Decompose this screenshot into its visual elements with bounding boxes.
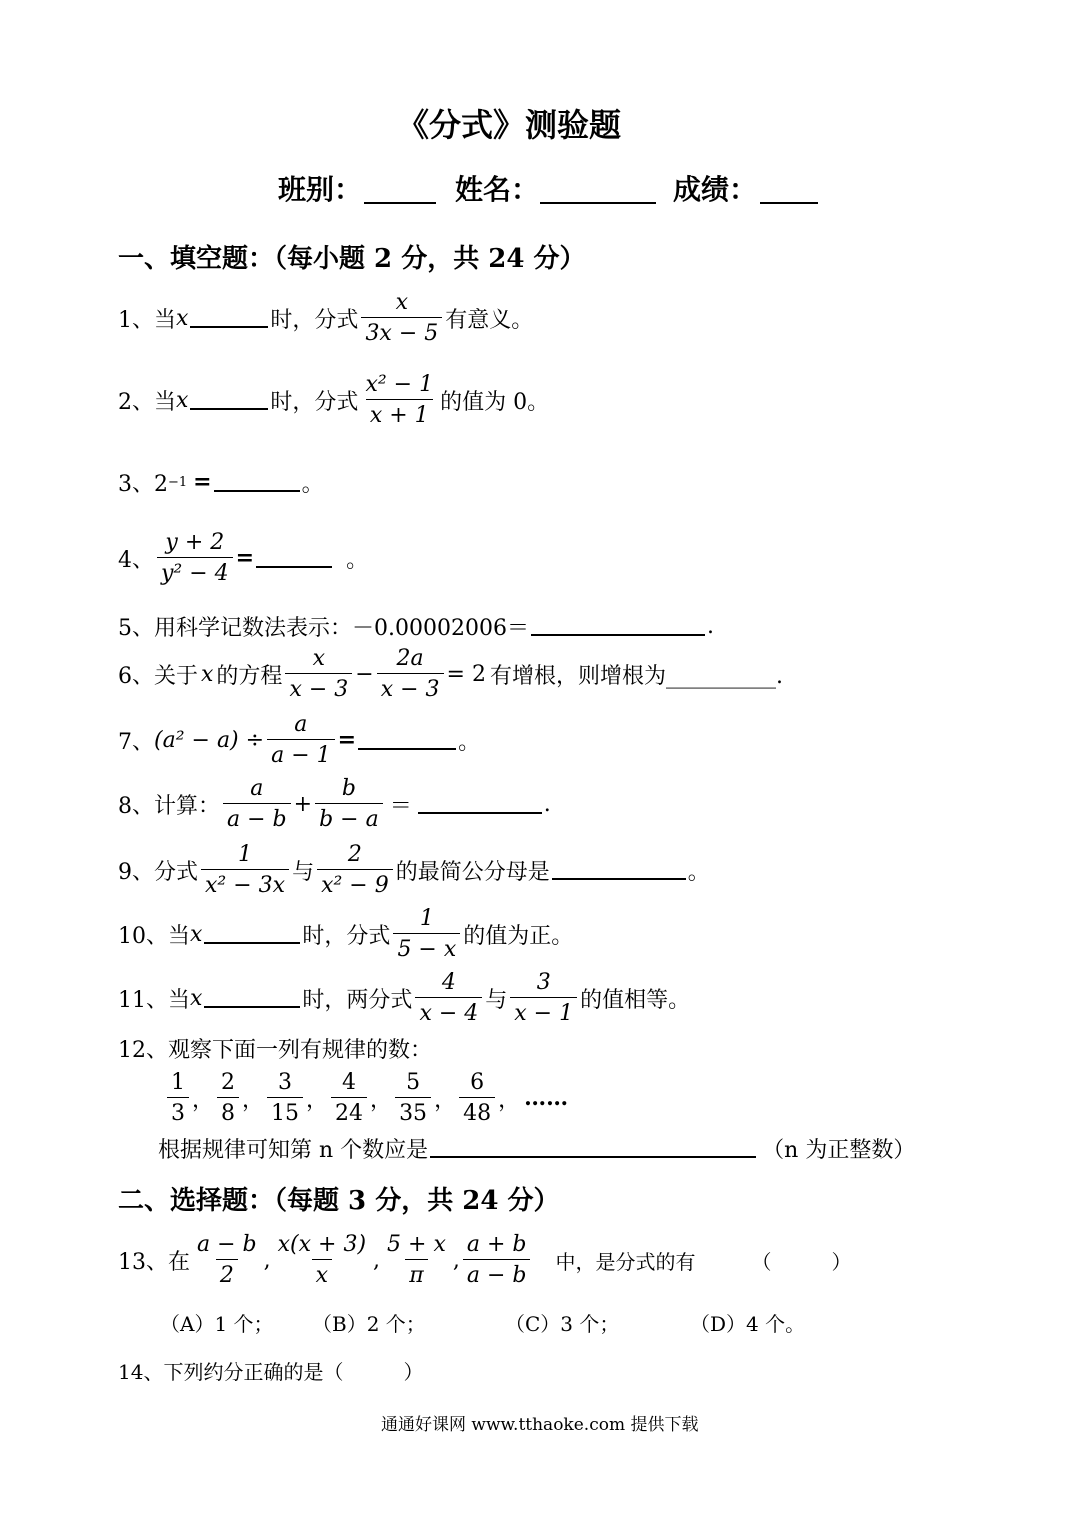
q1-text-post: 有意义。 bbox=[445, 307, 534, 333]
q13-fraction-3 bbox=[383, 1232, 450, 1288]
score-blank[interactable] bbox=[760, 170, 818, 204]
q9-numerator-1: 1 bbox=[238, 842, 253, 867]
q4-numerator: y + 2 bbox=[165, 530, 225, 555]
q6-fraction-2 bbox=[377, 646, 444, 702]
q1-text-mid: 时，分式 bbox=[270, 307, 359, 333]
q12-blank[interactable] bbox=[430, 1138, 756, 1158]
q7-expression: (a² − a) ÷ bbox=[154, 727, 265, 753]
q8-fraction-2 bbox=[315, 776, 383, 832]
q10-text-mid: 时，分式 bbox=[302, 923, 391, 949]
q6-operator: − bbox=[355, 661, 374, 687]
q11-text-and: 与 bbox=[485, 987, 508, 1013]
question-2 bbox=[118, 372, 549, 428]
q4-denominator: y² − 4 bbox=[157, 557, 233, 586]
q5-blank[interactable] bbox=[531, 616, 705, 636]
question-8 bbox=[118, 776, 551, 832]
q10-fraction bbox=[393, 906, 460, 962]
q9-text: 9、分式 bbox=[118, 859, 198, 885]
q12-ellipsis: …… bbox=[524, 1085, 569, 1111]
q2-text-mid: 时，分式 bbox=[270, 389, 359, 415]
q1-fraction bbox=[361, 290, 442, 346]
q12-note: （n 为正整数） bbox=[762, 1137, 916, 1163]
name-label: 姓名： bbox=[455, 173, 540, 206]
q12-fraction-6 bbox=[459, 1070, 495, 1126]
q7-numerator: a bbox=[294, 712, 308, 737]
q11-numerator-1: 4 bbox=[441, 970, 456, 995]
q12-denominator-1: 3 bbox=[167, 1097, 189, 1126]
q6-var: x bbox=[201, 661, 214, 687]
q3-text: 3、2 bbox=[118, 471, 168, 497]
question-11 bbox=[118, 970, 690, 1026]
q13-comma-2: , bbox=[373, 1247, 381, 1273]
q2-text-post: 的值为 0。 bbox=[440, 389, 550, 415]
question-7 bbox=[118, 712, 480, 768]
question-13 bbox=[118, 1230, 851, 1290]
q13-denominator-4: a − b bbox=[463, 1259, 531, 1288]
q13-numerator-4: a + b bbox=[466, 1232, 527, 1257]
q13-option-c[interactable]: （C）3 个； bbox=[505, 1312, 620, 1336]
q12-separator-1: ， bbox=[192, 1087, 215, 1113]
page-title: 《分式》测验题 bbox=[397, 106, 622, 144]
q11-blank[interactable] bbox=[204, 988, 300, 1008]
q6-text-mid: 的方程 bbox=[216, 663, 283, 689]
q11-text: 11、当 bbox=[118, 987, 190, 1013]
q6-denominator-1: x − 3 bbox=[285, 673, 352, 702]
q10-text-post: 的值为正。 bbox=[463, 923, 574, 949]
q2-numerator: x² − 1 bbox=[365, 372, 434, 397]
question-14: 14、下列约分正确的是（ ） bbox=[118, 1360, 424, 1384]
q11-var: x bbox=[190, 985, 203, 1011]
question-4 bbox=[118, 530, 368, 586]
q12-rule-text: 根据规律可知第 n 个数应是 bbox=[158, 1137, 429, 1163]
q3-equals: = bbox=[193, 469, 212, 495]
q6-rhs: = 2 bbox=[446, 661, 486, 687]
q8-blank[interactable] bbox=[418, 794, 542, 814]
q11-fraction-1 bbox=[415, 970, 482, 1026]
q3-blank[interactable] bbox=[214, 472, 300, 492]
q9-text-end: 。 bbox=[687, 859, 710, 885]
q12-denominator-5: 35 bbox=[395, 1097, 431, 1126]
q12-intro: 12、观察下面一列有规律的数： bbox=[118, 1038, 432, 1063]
q8-denominator-2: b − a bbox=[315, 803, 383, 832]
q5-text-post: . bbox=[706, 613, 714, 639]
question-3 bbox=[118, 468, 324, 496]
class-label: 班别： bbox=[278, 173, 363, 206]
q7-blank[interactable] bbox=[358, 730, 456, 750]
q13-text-post: 中，是分式的有 bbox=[555, 1249, 696, 1274]
q4-blank[interactable] bbox=[256, 548, 332, 568]
q1-var: x bbox=[176, 305, 189, 331]
q8-numerator-1: a bbox=[250, 776, 264, 801]
q9-denominator-1: x² − 3x bbox=[201, 869, 289, 898]
q13-numerator-1: a − b bbox=[197, 1232, 257, 1257]
q13-answer-paren[interactable]: （ ） bbox=[751, 1249, 852, 1274]
q9-text-post: 的最简公分母是 bbox=[395, 859, 550, 885]
q10-denominator: 5 − x bbox=[393, 933, 460, 962]
q12-fraction-2 bbox=[217, 1070, 239, 1126]
q13-text: 13、在 bbox=[118, 1249, 190, 1275]
q1-blank[interactable] bbox=[190, 308, 268, 328]
q4-fraction bbox=[157, 530, 233, 586]
q2-fraction bbox=[361, 372, 437, 428]
q12-fraction-5 bbox=[395, 1070, 431, 1126]
q7-text: 7、 bbox=[118, 729, 154, 755]
q12-numerator-5: 5 bbox=[406, 1070, 421, 1095]
q5-text: 5、用科学记数法表示：－0.00002006＝ bbox=[118, 615, 529, 641]
q1-denominator: 3x − 5 bbox=[361, 317, 442, 346]
q13-numerator-2: x(x + 3) bbox=[277, 1232, 367, 1257]
question-10 bbox=[118, 906, 573, 962]
question-6 bbox=[118, 646, 783, 702]
q9-blank[interactable] bbox=[552, 860, 686, 880]
q8-text: 8、计算： bbox=[118, 793, 220, 819]
q12-separator-3: ， bbox=[306, 1087, 329, 1113]
q11-denominator-2: x − 1 bbox=[510, 997, 577, 1026]
q9-fraction-1 bbox=[201, 842, 289, 898]
q6-numerator-2: 2a bbox=[396, 646, 424, 671]
q13-comma-3: , bbox=[452, 1247, 460, 1273]
q12-denominator-3: 15 bbox=[267, 1097, 303, 1126]
q11-numerator-2: 3 bbox=[536, 970, 551, 995]
q6-denominator-2: x − 3 bbox=[377, 673, 444, 702]
q13-option-a[interactable]: （A）1 个； bbox=[160, 1312, 274, 1336]
q7-denominator: a − 1 bbox=[267, 739, 335, 768]
q12-numerator-3: 3 bbox=[278, 1070, 293, 1095]
q4-text-post: 。 bbox=[346, 547, 369, 573]
q12-denominator-2: 8 bbox=[217, 1097, 239, 1126]
q12-denominator-4: 24 bbox=[331, 1097, 367, 1126]
q7-equals: = bbox=[337, 727, 357, 753]
q12-numerator-2: 2 bbox=[221, 1070, 236, 1095]
question-1 bbox=[118, 290, 533, 346]
q13-fraction-4 bbox=[463, 1232, 531, 1288]
name-blank[interactable] bbox=[540, 170, 656, 204]
section-2-heading: 二、选择题：（每题 3 分，共 24 分） bbox=[118, 1186, 560, 1216]
question-9 bbox=[118, 842, 710, 898]
q12-fraction-4 bbox=[331, 1070, 367, 1126]
q6-fraction-1 bbox=[285, 646, 352, 702]
q8-denominator-1: a − b bbox=[223, 803, 291, 832]
q8-text-post: . bbox=[543, 791, 551, 817]
page-footer: 通通好课网 www.tthaoke.com 提供下载 bbox=[381, 1415, 699, 1435]
q4-text: 4、 bbox=[118, 547, 154, 573]
q1-text: 1、当 bbox=[118, 307, 176, 333]
question-5 bbox=[118, 612, 714, 640]
q2-var: x bbox=[176, 387, 189, 413]
q11-text-mid: 时，两分式 bbox=[302, 987, 413, 1013]
q12-separator-2: ， bbox=[242, 1087, 265, 1113]
q13-denominator-1: 2 bbox=[216, 1259, 238, 1288]
q9-numerator-2: 2 bbox=[347, 842, 362, 867]
q4-equals: = bbox=[235, 545, 255, 571]
q2-denominator: x + 1 bbox=[366, 399, 433, 428]
q3-exponent: −1 bbox=[168, 474, 188, 490]
q7-text-post: 。 bbox=[458, 729, 481, 755]
q2-text: 2、当 bbox=[118, 389, 176, 415]
q10-text: 10、当 bbox=[118, 923, 190, 949]
q11-fraction-2 bbox=[510, 970, 577, 1026]
q13-numerator-3: 5 + x bbox=[387, 1232, 446, 1257]
q12-separator-5: ， bbox=[434, 1087, 457, 1113]
q10-numerator: 1 bbox=[419, 906, 434, 931]
q9-text-mid: 与 bbox=[292, 859, 315, 885]
q12-sequence bbox=[164, 1068, 568, 1128]
class-blank[interactable] bbox=[364, 170, 436, 204]
q13-denominator-2: x bbox=[312, 1259, 332, 1288]
q13-denominator-3: π bbox=[405, 1259, 427, 1288]
q6-text: 6、关于 bbox=[118, 663, 198, 689]
q8-numerator-2: b bbox=[341, 776, 356, 801]
q9-denominator-2: x² − 9 bbox=[317, 869, 393, 898]
q6-numerator-1: x bbox=[312, 646, 326, 671]
q12-fraction-3 bbox=[267, 1070, 303, 1126]
q12-rule bbox=[158, 1134, 915, 1162]
q3-text-post: 。 bbox=[301, 471, 324, 497]
q12-separator-4: ， bbox=[370, 1087, 393, 1113]
q1-numerator: x bbox=[395, 290, 409, 315]
q13-option-d[interactable]: （D）4 个。 bbox=[690, 1312, 806, 1336]
section-1-heading: 一、填空题：（每小题 2 分，共 24 分） bbox=[118, 244, 586, 274]
q8-equals: ＝ bbox=[389, 793, 412, 819]
q13-fraction-1 bbox=[193, 1232, 261, 1288]
q11-denominator-1: x − 4 bbox=[415, 997, 482, 1026]
q12-numerator-6: 6 bbox=[470, 1070, 485, 1095]
q12-numerator-4: 4 bbox=[342, 1070, 357, 1095]
q8-operator: + bbox=[293, 791, 313, 817]
q13-option-b[interactable]: （B）2 个； bbox=[312, 1312, 426, 1336]
q12-separator-6: ， bbox=[498, 1087, 521, 1113]
q9-fraction-2 bbox=[317, 842, 393, 898]
q10-var: x bbox=[190, 921, 203, 947]
q12-fraction-1 bbox=[167, 1070, 189, 1126]
q12-numerator-1: 1 bbox=[171, 1070, 185, 1095]
q11-text-post: 的值相等。 bbox=[580, 987, 691, 1013]
q7-fraction bbox=[267, 712, 335, 768]
q10-blank[interactable] bbox=[204, 924, 300, 944]
q8-fraction-1 bbox=[223, 776, 291, 832]
q13-fraction-2 bbox=[274, 1232, 370, 1288]
score-label: 成绩： bbox=[673, 173, 758, 206]
q12-denominator-6: 48 bbox=[459, 1097, 495, 1126]
q2-blank[interactable] bbox=[190, 390, 268, 410]
q13-comma-1: , bbox=[263, 1247, 271, 1273]
q6-text-post: 有增根，则增根为__________. bbox=[489, 663, 783, 689]
